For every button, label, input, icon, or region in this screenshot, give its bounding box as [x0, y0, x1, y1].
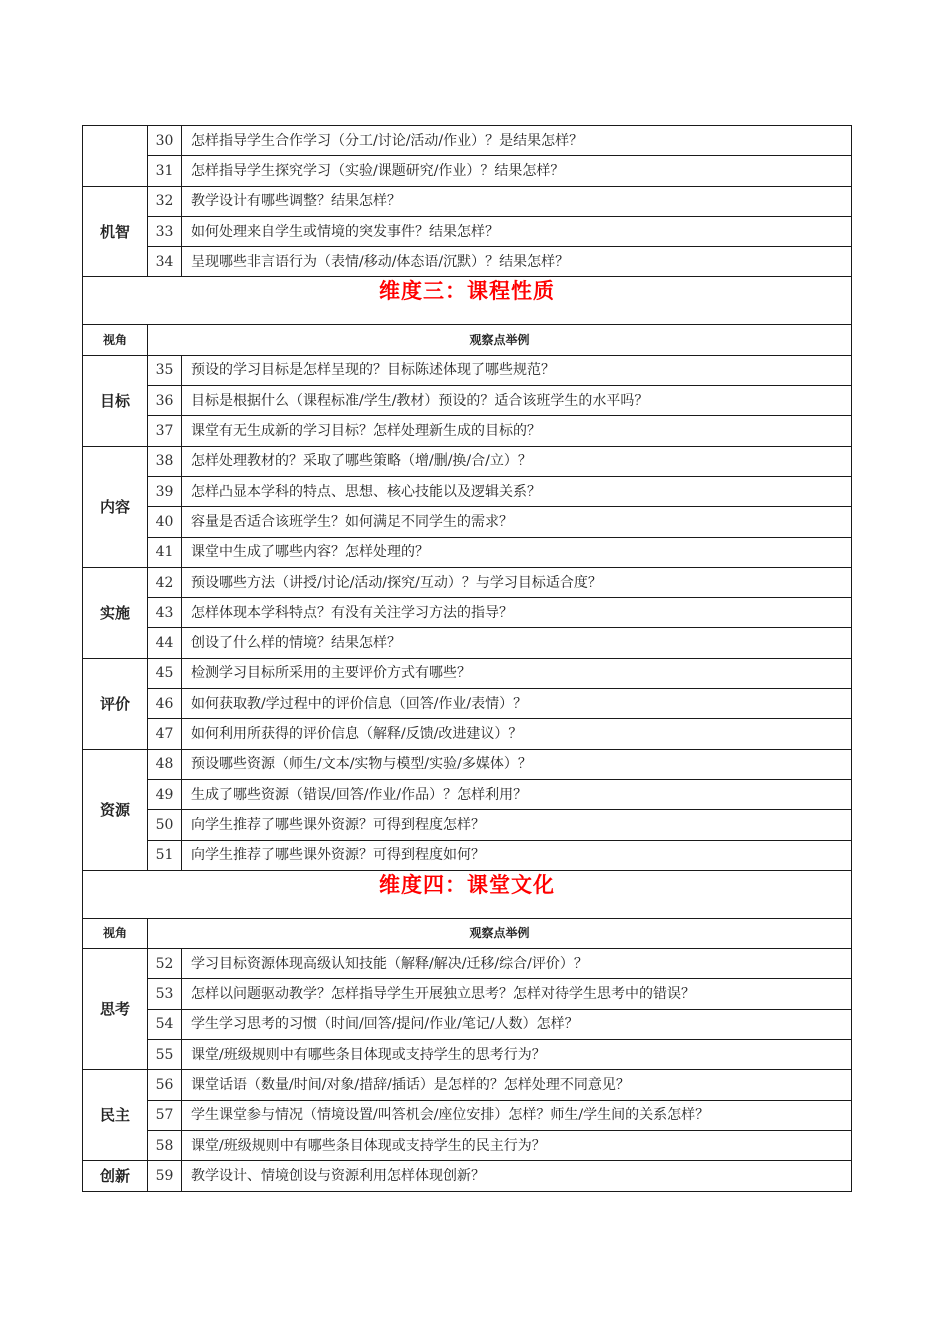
row-number: 43: [148, 598, 182, 628]
view-cell-sikao: 思考: [83, 949, 148, 1070]
table-row: [83, 507, 852, 537]
row-number: 32: [148, 186, 182, 216]
row-number: 42: [148, 567, 182, 597]
row-text: 预设哪些方法（讲授/讨论/活动/探究/互动）？与学习目标适合度？: [182, 567, 852, 597]
view-cell-ziyuan: 资源: [83, 749, 148, 870]
row-text: 呈现哪些非言语行为（表情/移动/体态语/沉默）？结果怎样？: [182, 247, 852, 277]
row-number: 55: [148, 1040, 182, 1070]
row-number: 36: [148, 386, 182, 416]
row-text: 课堂/班级规则中有哪些条目体现或支持学生的思考行为？: [182, 1040, 852, 1070]
row-number: 45: [148, 658, 182, 688]
row-number: 53: [148, 979, 182, 1009]
table-row: [83, 476, 852, 506]
row-number: 37: [148, 416, 182, 446]
row-number: 47: [148, 719, 182, 749]
row-text: 检测学习目标所采用的主要评价方式有哪些？: [182, 658, 852, 688]
table-row: [83, 216, 852, 246]
row-number: 52: [148, 949, 182, 979]
row-text: 如何利用所获得的评价信息（解释/反馈/改进建议）？: [182, 719, 852, 749]
row-number: 50: [148, 810, 182, 840]
table-row: [83, 126, 852, 156]
table-row: [83, 446, 852, 476]
observation-table: [82, 125, 852, 1192]
table-row: [83, 1100, 852, 1130]
row-text: 课堂/班级规则中有哪些条目体现或支持学生的民主行为？: [182, 1130, 852, 1160]
row-text: 教学设计、情境创设与资源利用怎样体现创新？: [182, 1161, 852, 1191]
row-number: 59: [148, 1161, 182, 1191]
row-number: 31: [148, 156, 182, 186]
row-number: 38: [148, 446, 182, 476]
section-title-3: 维度三：课程性质: [379, 278, 555, 304]
table-row: [83, 779, 852, 809]
table-row: [83, 1161, 852, 1191]
row-text: 怎样指导学生探究学习（实验/课题研究/作业）？结果怎样？: [182, 156, 852, 186]
table-row: [83, 979, 852, 1009]
row-text: 如何获取教/学过程中的评价信息（回答/作业/表情）？: [182, 689, 852, 719]
table-row: [83, 810, 852, 840]
table-row: [83, 1040, 852, 1070]
table-row: [83, 567, 852, 597]
section-title-cell: [83, 870, 852, 918]
row-text: 目标是根据什么（课程标准/学生/教材）预设的？适合该班学生的水平吗？: [182, 386, 852, 416]
row-text: 预设哪些资源（师生/文本/实物与模型/实验/多媒体）？: [182, 749, 852, 779]
row-number: 40: [148, 507, 182, 537]
row-number: 39: [148, 476, 182, 506]
row-text: 课堂话语（数量/时间/对象/措辞/插话）是怎样的？怎样处理不同意见？: [182, 1070, 852, 1100]
row-text: 生成了哪些资源（错误/回答/作业/作品）？怎样利用？: [182, 779, 852, 809]
table-row: [83, 719, 852, 749]
row-text: 学习目标资源体现高级认知技能（解释/解决/迁移/综合/评价）？: [182, 949, 852, 979]
view-cell-empty: [83, 126, 148, 187]
header-row: [83, 918, 852, 948]
row-number: 48: [148, 749, 182, 779]
table-row: [83, 1009, 852, 1039]
table-row: [83, 537, 852, 567]
row-text: 怎样处理教材的？采取了哪些策略（增/删/换/合/立）？: [182, 446, 852, 476]
row-number: 51: [148, 840, 182, 870]
row-text: 创设了什么样的情境？结果怎样？: [182, 628, 852, 658]
row-text: 预设的学习目标是怎样呈现的？目标陈述体现了哪些规范？: [182, 355, 852, 385]
table-row: [83, 386, 852, 416]
row-text: 向学生推荐了哪些课外资源？可得到程度怎样？: [182, 810, 852, 840]
table-row: [83, 749, 852, 779]
row-text: 容量是否适合该班学生？如何满足不同学生的需求？: [182, 507, 852, 537]
section-title-4: 维度四：课堂文化: [379, 871, 555, 897]
row-text: 怎样指导学生合作学习（分工/讨论/活动/作业）？是结果怎样？: [182, 126, 852, 156]
view-cell-mubiao: 目标: [83, 355, 148, 446]
table-row: [83, 1130, 852, 1160]
view-cell-neirong: 内容: [83, 446, 148, 567]
section-title-cell: [83, 277, 852, 325]
row-text: 怎样以问题驱动教学？怎样指导学生开展独立思考？怎样对待学生思考中的错误？: [182, 979, 852, 1009]
row-text: 课堂有无生成新的学习目标？怎样处理新生成的目标的？: [182, 416, 852, 446]
section-title-row: [83, 870, 852, 918]
view-cell-jizhi: 机智: [83, 186, 148, 277]
header-examples: 观察点举例: [148, 325, 852, 355]
row-number: 34: [148, 247, 182, 277]
row-text: 怎样体现本学科特点？有没有关注学习方法的指导？: [182, 598, 852, 628]
section-title-row: [83, 277, 852, 325]
row-number: 30: [148, 126, 182, 156]
row-number: 33: [148, 216, 182, 246]
row-number: 49: [148, 779, 182, 809]
view-cell-chuangxin: 创新: [83, 1161, 148, 1191]
table-row: [83, 949, 852, 979]
header-examples: 观察点举例: [148, 918, 852, 948]
row-number: 35: [148, 355, 182, 385]
row-text: 怎样凸显本学科的特点、思想、核心技能以及逻辑关系？: [182, 476, 852, 506]
table-row: [83, 598, 852, 628]
table-row: [83, 628, 852, 658]
table-row: [83, 658, 852, 688]
header-view: 视角: [83, 325, 148, 355]
row-number: 44: [148, 628, 182, 658]
header-view: 视角: [83, 918, 148, 948]
row-text: 如何处理来自学生或情境的突发事件？结果怎样？: [182, 216, 852, 246]
view-cell-pingjia: 评价: [83, 658, 148, 749]
row-text: 教学设计有哪些调整？结果怎样？: [182, 186, 852, 216]
row-number: 58: [148, 1130, 182, 1160]
table-row: [83, 689, 852, 719]
row-number: 56: [148, 1070, 182, 1100]
view-cell-shishi: 实施: [83, 567, 148, 658]
table-row: [83, 1070, 852, 1100]
view-cell-minzhu: 民主: [83, 1070, 148, 1161]
row-text: 学生学习思考的习惯（时间/回答/提问/作业/笔记/人数）怎样？: [182, 1009, 852, 1039]
table-row: [83, 247, 852, 277]
header-row: [83, 325, 852, 355]
table-row: [83, 186, 852, 216]
table-row: [83, 156, 852, 186]
row-number: 46: [148, 689, 182, 719]
table-row: [83, 416, 852, 446]
table-row: [83, 355, 852, 385]
row-text: 学生课堂参与情况（情境设置/叫答机会/座位安排）怎样？师生/学生间的关系怎样？: [182, 1100, 852, 1130]
row-number: 54: [148, 1009, 182, 1039]
row-number: 57: [148, 1100, 182, 1130]
row-number: 41: [148, 537, 182, 567]
row-text: 向学生推荐了哪些课外资源？可得到程度如何？: [182, 840, 852, 870]
row-text: 课堂中生成了哪些内容？怎样处理的？: [182, 537, 852, 567]
table-row: [83, 840, 852, 870]
